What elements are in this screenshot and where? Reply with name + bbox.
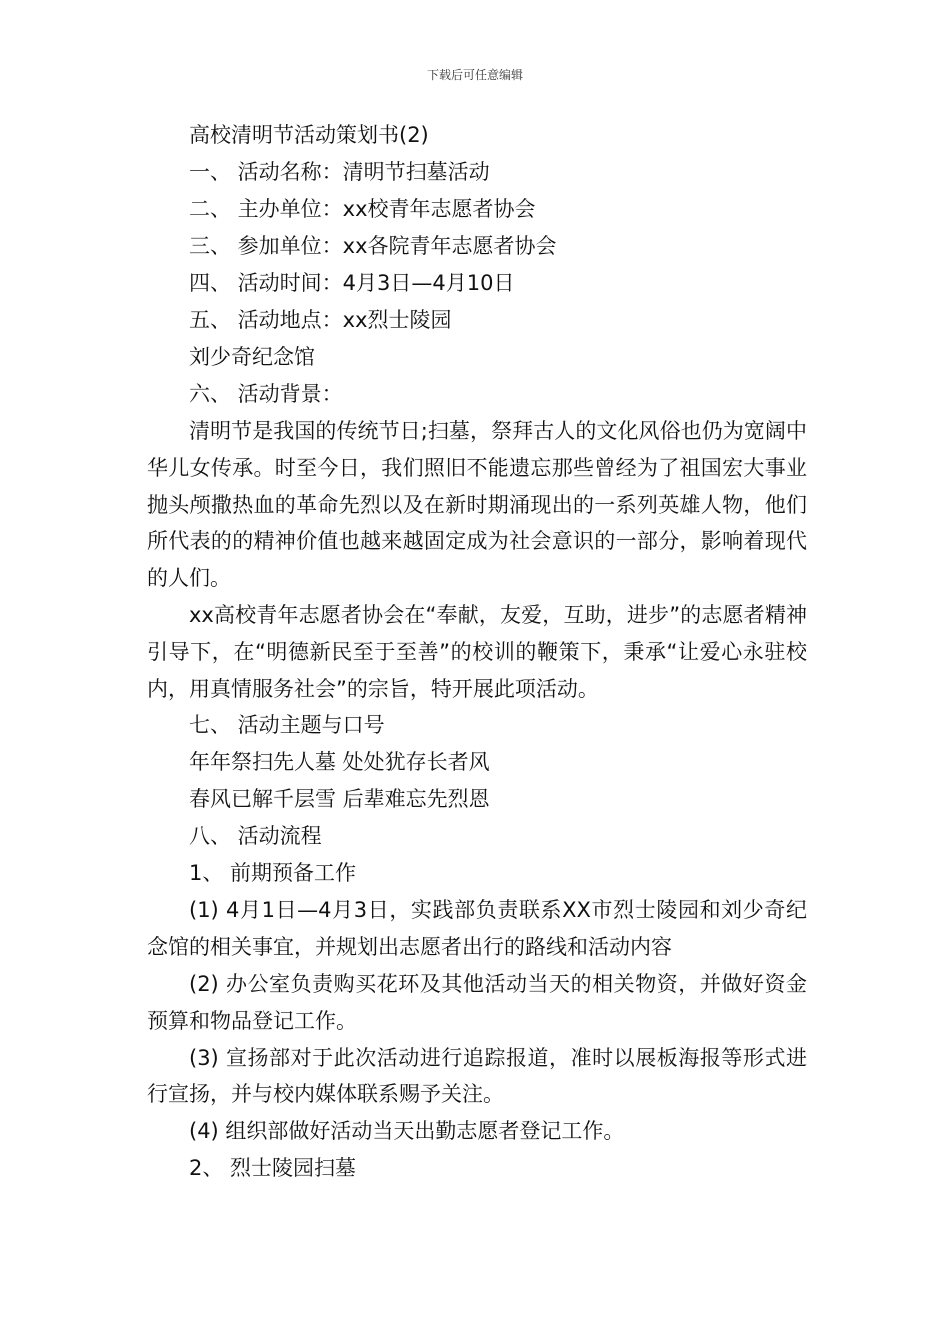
item-location: 五、 活动地点：xx烈士陵园	[189, 308, 452, 332]
item-organizer: 二、 主办单位：xx校青年志愿者协会	[189, 197, 536, 221]
step-4: (4) 组织部做好活动当天出勤志愿者登记工作。	[189, 1119, 625, 1144]
prep-heading: 1、 前期预备工作	[189, 861, 357, 886]
tomb-sweeping-heading: 2、 烈士陵园扫墓	[189, 1155, 357, 1180]
item-location-2: 刘少奇纪念馆	[189, 345, 315, 369]
background-paragraph-1: 清明节是我国的传统节日;扫墓，祭拜古人的文化风俗也仍为宽阔中华儿女传承。时至今日，我们照旧不能遗忘那些曾经为了祖国宏大事业抛头颅撒热血的革命先烈以及在新时期涌现出的一系列英雄人物，他们所代表的的精神价值也越来越固定成为社会意识的一部分，影响着现代的人们。	[147, 419, 807, 591]
slogan-2: 春风已解千层雪 后辈难忘先烈恩	[189, 787, 490, 812]
document-body	[147, 117, 807, 1187]
page-header: 下载后可任意编辑	[426, 68, 523, 82]
document-title: 高校清明节活动策划书(2)	[189, 123, 429, 147]
process-heading: 八、 活动流程	[189, 824, 322, 849]
slogan-1: 年年祭扫先人墓 处处犹存长者风	[189, 750, 490, 775]
item-time: 四、 活动时间：4月3日—4月10日	[189, 271, 515, 295]
item-background-heading: 六、 活动背景：	[189, 382, 343, 406]
item-participants: 三、 参加单位：xx各院青年志愿者协会	[189, 234, 557, 258]
step-1: (1) 4月1日—4月3日，实践部负责联系XX市烈士陵园和刘少奇纪念馆的相关事宜，并规划出志愿者出行的路线和活动内容	[147, 898, 807, 960]
step-3: (3) 宣扬部对于此次活动进行追踪报道，准时以展板海报等形式进行宣扬，并与校内媒体联系赐予关注。	[147, 1045, 807, 1107]
theme-heading: 七、 活动主题与口号	[189, 713, 385, 738]
step-2: (2) 办公室负责购买花环及其他活动当天的相关物资，并做好资金预算和物品登记工作。	[147, 971, 807, 1033]
background-paragraph-2: xx高校青年志愿者协会在“奉献，友爱，互助，进步”的志愿者精神引导下，在“明德新民至于至善”的校训的鞭策下，秉承“让爱心永驻校内，用真情服务社会”的宗旨，特开展此项活动。	[147, 602, 807, 701]
item-activity-name: 一、 活动名称：清明节扫墓活动	[189, 160, 490, 184]
